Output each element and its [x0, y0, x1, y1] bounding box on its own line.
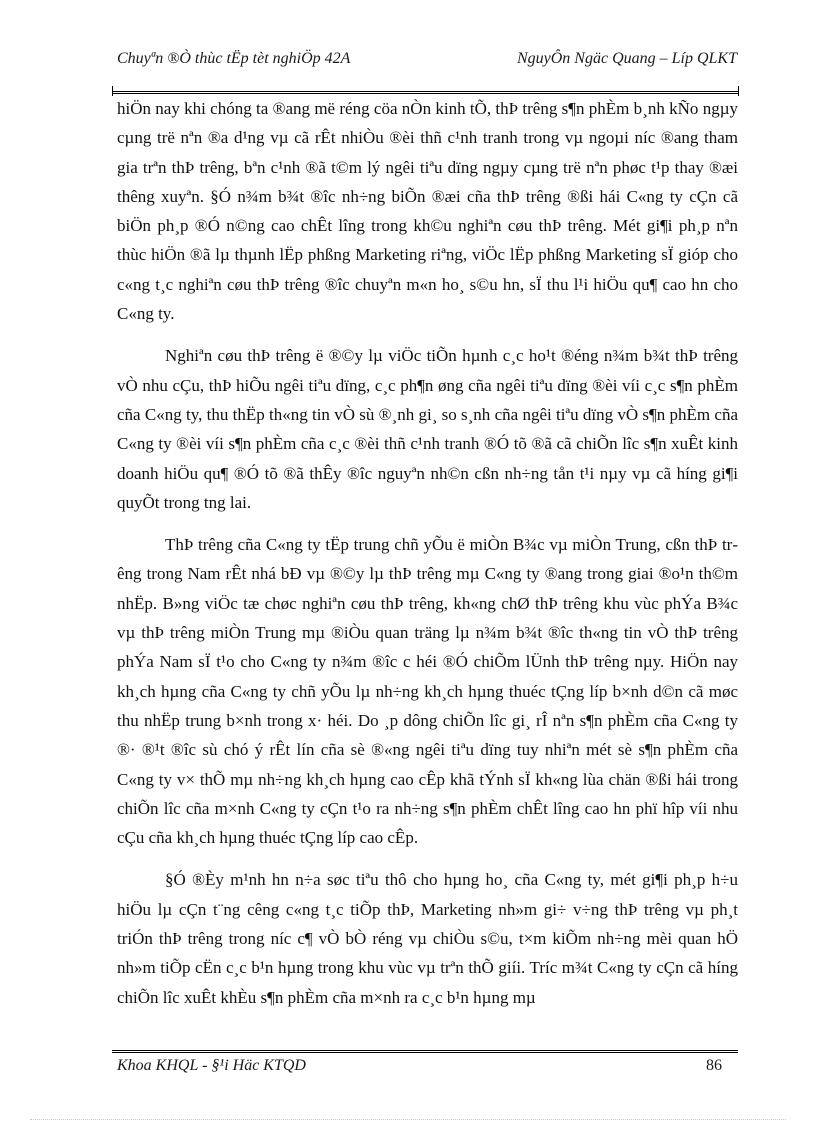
- header-title: Chuyªn ®Ò thùc tËp tèt nghiÖp 42A: [117, 50, 351, 67]
- paragraph-2: Nghiªn cøu thÞ trêng ë ®©y lµ viÖc tiÕn hµnh c¸c ho¹t ®éng n¾m b¾t thÞ trêng vÒ nhu cÇu, thÞ hiÕu ngêi tiªu dïng, c¸c ph¶n øng cña ngêi tiªu dïng ®èi víi c¸c s¶n phÈm cña C«ng ty, thu thËp th«ng tin vÒ sù ®¸nh gi¸ so s¸nh cña ngêi tiªu dïng vÒ s¶n phÈm cña C«ng ty ®èi víi s¶n phÈm cña c¸c ®èi thñ c¹nh tranh ®Ó tõ ®ã cã chiÕn lîc s¶n xuÊt kinh doanh hiÖu qu¶ ®Ó tõ ®ã thÊy ®îc nguyªn nh©n cßn nh÷ng tån t¹i nµy vµ cã híng gi¶i quyÕt trong tng lai.: [117, 346, 738, 512]
- header-author: NguyÔn Ngäc Quang – Líp QLKT: [516, 50, 737, 67]
- page-number: 86: [706, 1057, 722, 1074]
- paragraph-4: §Ó ®Èy m¹nh hn n÷a søc tiªu thô cho hµng ho¸ cña C«ng ty, mét gi¶i ph¸p h÷u hiÖu lµ cÇn t¨ng cêng c«ng t¸c tiÕp thÞ, Marketing nh»m gi÷ v÷ng thÞ trêng vµ ph¸t triÓn thÞ trêng trong níc c¶ vÒ bÒ réng vµ chiÒu s©u, t×m kiÕm nh÷ng mèi quan hÖ nh»m tiÕp cËn c¸c b¹n hµng trong khu vùc vµ trªn thÕ giíi. Tríc m¾t C«ng ty cÇn cã híng chiÕn lîc xuÊt khÈu s¶n phÈm cña m×nh ra c¸c b¹n hµng mµ: [117, 870, 738, 1007]
- page-edge-divider: [30, 1119, 786, 1120]
- paragraph-1: hiÖn nay khi chóng ta ®ang më réng cöa nÒn kinh tÕ, thÞ trêng s¶n phÈm b¸nh kÑo ngµy cµng trë nªn ®a d¹ng vµ cã rÊt nhiÒu ®èi thñ c¹nh tranh trong vµ ngoµi níc ®ang tham gia trªn thÞ trêng, bªn c¹nh ®ã t©m lý ngêi tiªu dïng ngµy cµng trë nªn phøc t¹p thay ®æi thêng xuyªn. §Ó n¾m b¾t ®îc nh÷ng biÕn ®æi cña thÞ trêng ®ßi hái C«ng ty cÇn cã biÖn ph¸p ®Ó n©ng cao chÊt lîng trong kh©u nghiªn cøu thÞ trêng. Mét gi¶i ph¸p nªn thùc hiÖn ®ã lµ thµnh lËp phßng Marketing riªng, viÖc lËp phßng Marketing sÏ gióp cho c«ng t¸c nghiªn cøu thÞ trêng ®îc chuyªn m«n ho¸ s©u hn, sÏ thu l¹i hiÖu qu¶ cao hn cho C«ng ty.: [117, 99, 738, 324]
- header-rule-left-tick: [112, 86, 113, 96]
- body-text: [117, 94, 738, 1012]
- footer-rule: [112, 1050, 738, 1054]
- paragraph-3: ThÞ trêng cña C«ng ty tËp trung chñ yÕu ë miÒn B¾c vµ miÒn Trung, cßn thÞ trêng trong Nam rÊt nhá bÐ vµ ®©y lµ thÞ trêng mµ C«ng ty ®ang trong giai ®o¹n th©m nhËp. B»ng viÖc tæ chøc nghiªn cøu thÞ trêng, kh«ng chØ thÞ trêng khu vùc phÝa B¾c vµ thÞ trêng miÒn Trung mµ ®iÒu quan träng lµ n¾m b¾t ®îc th«ng tin vÒ thÞ trêng phÝa Nam sÏ t¹o cho C«ng ty n¾m ®îc c héi ®Ó chiÕm lÜnh thÞ trêng nµy. HiÖn nay kh¸ch hµng cña C«ng ty chñ yÕu lµ nh÷ng kh¸ch hµng thuéc tÇng líp b×nh d©n cã møc thu nhËp trung b×nh trong x· héi. Do ¸p dông chiÕn lîc gi¸ rÎ nªn s¶n phÈm cña C«ng ty ®· ®¹t ®îc sù chó ý rÊt lín cña sè ®«ng ngêi tiªu dïng tuy nhiªn mét sè s¶n phÈm cña C«ng ty v× thÕ mµ nh÷ng kh¸ch hµng cao cÊp khã tÝnh sÏ kh«ng lùa chän ®ßi hái trong chiÕn lîc cña m×nh C«ng ty cÇn t¹o ra nh÷ng s¶n phÈm chÊt lîng cao hn phï hîp víi nhu cÇu cña kh¸ch hµng thuéc tÇng líp cao cÊp.: [117, 535, 738, 848]
- header-rule-right-tick: [738, 86, 739, 96]
- footer-institution: Khoa KHQL - §¹i Häc KTQD: [117, 1057, 306, 1074]
